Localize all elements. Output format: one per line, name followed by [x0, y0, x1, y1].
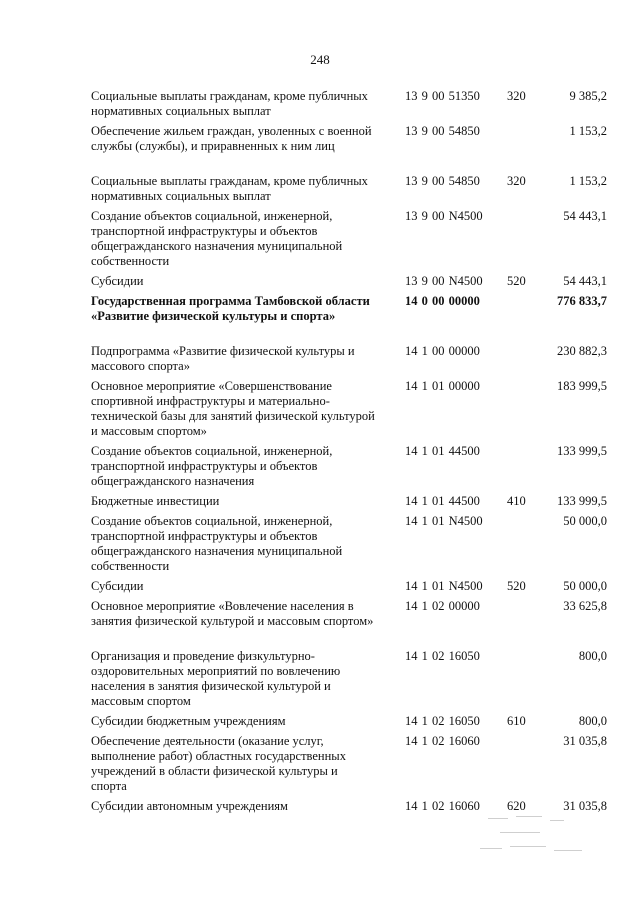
row-code: 14 1 02 16060 — [405, 734, 480, 748]
row-name: Подпрограмма «Развитие физической культуры и массового спорта» — [91, 344, 355, 373]
row-name: Основное мероприятие «Вовлечение населения в занятия физической культурой и массовым спортом» — [91, 599, 374, 628]
row-amount: 133 999,5 — [557, 494, 607, 508]
row-name: Субсидии бюджетным учреждениям — [91, 714, 286, 728]
row-code: 14 1 02 16050 — [405, 714, 480, 728]
row-name: Создание объектов социальной, инженерной, транспортной инфраструктуры и объектов общегражданского назначения муниципальной собственности — [91, 209, 343, 268]
row-code: 13 9 00 54850 — [405, 174, 480, 188]
row-amount: 31 035,8 — [563, 799, 607, 813]
row-amount: 50 000,0 — [563, 579, 607, 593]
row-amount: 54 443,1 — [563, 209, 607, 223]
table-row — [0, 714, 640, 729]
table-row — [0, 444, 640, 489]
row-code: 13 9 00 N4500 — [405, 274, 483, 288]
table-row — [0, 494, 640, 509]
table-row — [0, 649, 640, 709]
row-amount: 776 833,7 — [557, 294, 607, 308]
row-vr: 320 — [507, 174, 526, 188]
table-row — [0, 89, 640, 119]
page-number: 248 — [310, 52, 330, 67]
table-row — [0, 174, 640, 204]
row-name: Создание объектов социальной, инженерной, транспортной инфраструктуры и объектов общегражданского назначения муниципальной собственности — [91, 514, 343, 573]
row-vr: 410 — [507, 494, 526, 508]
row-code: 14 1 01 00000 — [405, 379, 480, 393]
row-name: Субсидии — [91, 274, 144, 288]
row-vr: 320 — [507, 89, 526, 103]
row-vr: 520 — [507, 579, 526, 593]
row-vr: 520 — [507, 274, 526, 288]
row-amount: 50 000,0 — [563, 514, 607, 528]
row-code: 13 9 00 N4500 — [405, 209, 483, 223]
table-row-program — [0, 294, 640, 339]
row-code: 13 9 00 54850 — [405, 124, 480, 138]
row-amount: 33 625,8 — [563, 599, 607, 613]
row-name: Создание объектов социальной, инженерной, транспортной инфраструктуры и объектов общегражданского назначения — [91, 444, 333, 488]
faint-stamp-mark — [470, 812, 590, 862]
row-code: 14 1 00 00000 — [405, 344, 480, 358]
row-name: Социальные выплаты гражданам, кроме публичных нормативных социальных выплат — [91, 174, 368, 203]
row-amount: 800,0 — [578, 649, 607, 663]
row-code: 14 1 02 00000 — [405, 599, 480, 613]
row-name: Организация и проведение физкультурно-оздоровительных мероприятий по вовлечению населения в занятия физической культурой и массовым спортом — [91, 649, 341, 708]
row-amount: 31 035,8 — [563, 734, 607, 748]
row-code: 14 1 01 44500 — [405, 494, 480, 508]
row-code: 14 1 02 16050 — [405, 649, 480, 663]
row-name: Государственная программа Тамбовской области «Развитие физической культуры и спорта» — [91, 294, 370, 323]
row-name: Бюджетные инвестиции — [91, 494, 220, 508]
row-name: Субсидии — [91, 579, 144, 593]
row-amount: 1 153,2 — [569, 174, 607, 188]
table-row — [0, 124, 640, 169]
row-code: 14 1 01 N4500 — [405, 579, 483, 593]
row-name: Обеспечение жильем граждан, уволенных с военной службы (службы), и приравненных к ним лиц — [91, 124, 372, 153]
row-amount: 1 153,2 — [569, 124, 607, 138]
row-amount: 54 443,1 — [563, 274, 607, 288]
row-vr: 610 — [507, 714, 526, 728]
row-amount: 800,0 — [578, 714, 607, 728]
row-amount: 230 882,3 — [557, 344, 607, 358]
table-row — [0, 209, 640, 269]
table-row — [0, 379, 640, 439]
budget-table — [0, 89, 640, 813]
row-name: Обеспечение деятельности (оказание услуг, выполнение работ) областных государственных учреждений в области физической культуры и спорта — [91, 734, 346, 793]
row-vr: 620 — [507, 799, 526, 813]
row-name: Субсидии автономным учреждениям — [91, 799, 288, 813]
row-amount: 9 385,2 — [569, 89, 607, 103]
row-name: Основное мероприятие «Совершенствование спортивной инфраструктуры и материально-технической базы для занятий физической культурой и массовым спортом» — [91, 379, 375, 438]
row-code: 14 1 01 44500 — [405, 444, 480, 458]
row-code: 14 1 02 16060 — [405, 799, 480, 813]
table-row — [0, 599, 640, 644]
row-amount: 133 999,5 — [557, 444, 607, 458]
row-code: 14 1 01 N4500 — [405, 514, 483, 528]
table-row — [0, 344, 640, 374]
row-code: 14 0 00 00000 — [405, 294, 480, 308]
table-row — [0, 579, 640, 594]
table-row — [0, 274, 640, 289]
row-amount: 183 999,5 — [557, 379, 607, 393]
row-code: 13 9 00 51350 — [405, 89, 480, 103]
row-name: Социальные выплаты гражданам, кроме публичных нормативных социальных выплат — [91, 89, 368, 118]
table-row — [0, 514, 640, 574]
table-row — [0, 734, 640, 794]
